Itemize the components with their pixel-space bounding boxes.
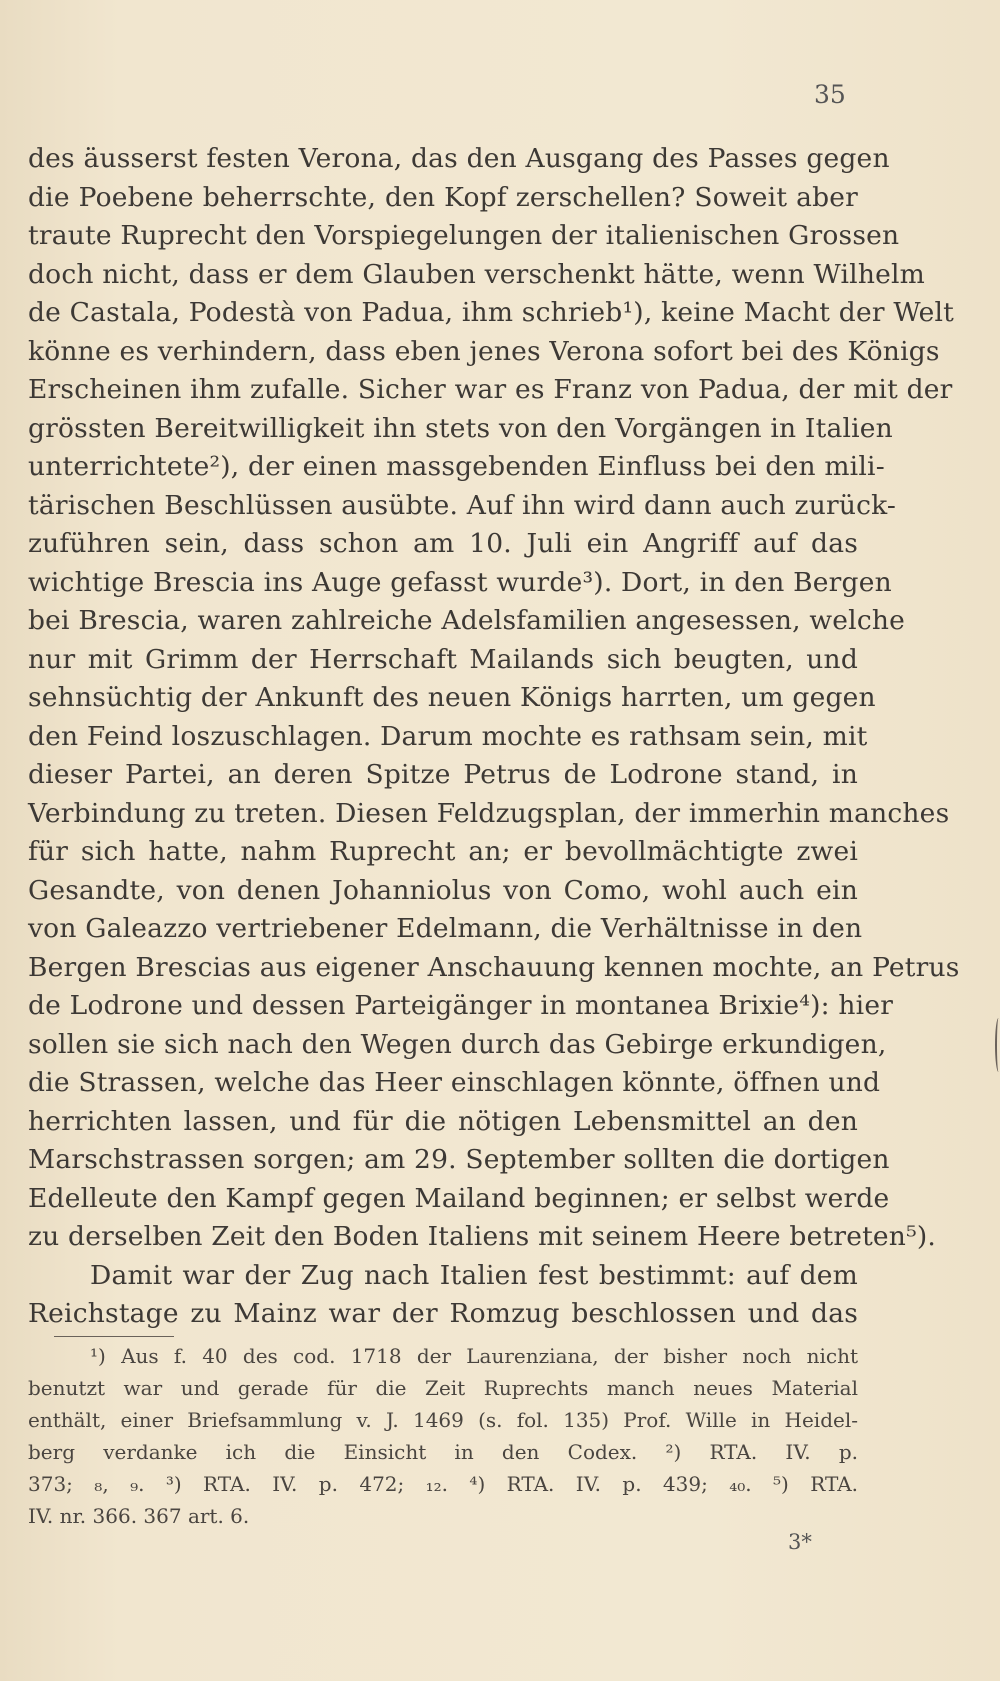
footnote-line: benutzt war und gerade für die Zeit Ruprechts manch neues Material [28,1376,858,1400]
text-line: sollen sie sich nach den Wegen durch das Gebirge erkundigen, [28,1028,887,1060]
page-number: 35 [814,80,846,109]
footnote-rule [54,1336,174,1337]
text-line: Verbindung zu treten. Diesen Feldzugsplan, der immerhin manches [28,797,950,829]
text-line: traute Ruprecht den Vorspiegelungen der italienischen Grossen [28,220,900,251]
footnotes [28,1340,858,1532]
signature-mark: 3* [788,1530,812,1554]
text-line: sehnsüchtig der Ankunft des neuen Königs harrten, um gegen [28,682,876,713]
text-line: zu derselben Zeit den Boden Italiens mit seinem Heere betreten⁵). [28,1221,937,1252]
text-line: den Feind loszuschlagen. Darum mochte es rathsam sein, mit [28,720,868,752]
footnote-line: enthält, einer Briefsammlung v. J. 1469 (s. fol. 135) Prof. Wille in Heidel- [28,1408,858,1432]
page-edge-mark [995,1018,1000,1072]
footnote-line: IV. nr. 366. 367 art. 6. [28,1504,250,1528]
footnote-line: 373; ₈, ₉. ³) RTA. IV. p. 472; ₁₂. ⁴) RTA. IV. p. 439; ₄₀. ⁵) RTA. [28,1472,858,1496]
text-line: Reichstage zu Mainz war der Romzug beschlossen und das [28,1298,858,1329]
text-line: tärischen Beschlüssen ausübte. Auf ihn wird dann auch zurück- [28,489,897,521]
text-line: zuführen sein, dass schon am 10. Juli ein Angriff auf das [28,528,858,559]
text-line: die Poebene beherrschte, den Kopf zerschellen? Soweit aber [28,181,858,213]
text-line: herrichten lassen, und für die nötigen Lebensmittel an den [28,1105,858,1137]
text-line: Bergen Brescias aus eigener Anschauung kennen mochte, an Petrus [28,951,960,983]
text-line: Marschstrassen sorgen; am 29. September sollten die dortigen [28,1144,890,1175]
main-text [28,140,960,1334]
text-line: für sich hatte, nahm Ruprecht an; er bevollmächtigte zwei [28,836,858,867]
text-line: Gesandte, von denen Johanniolus von Como, wohl auch ein [28,874,858,906]
footnote-line: ¹) Aus f. 40 des cod. 1718 der Laurenziana, der bisher noch nicht [90,1344,858,1368]
text-line: könne es verhindern, dass eben jenes Verona sofort bei des Königs [28,335,940,367]
text-line: doch nicht, dass er dem Glauben verschenkt hätte, wenn Wilhelm [28,258,926,290]
text-line: Damit war der Zug nach Italien fest bestimmt: auf dem [90,1259,858,1291]
text-line: grössten Bereitwilligkeit ihn stets von den Vorgängen in Italien [28,412,893,444]
text-line: nur mit Grimm der Herrschaft Mailands sich beugten, und [28,643,858,675]
text-line: die Strassen, welche das Heer einschlagen könnte, öffnen und [28,1067,881,1098]
text-line: von Galeazzo vertriebener Edelmann, die Verhältnisse in den [28,913,863,944]
text-line: unterrichtete²), der einen massgebenden Einfluss bei den mili- [28,451,885,482]
text-line: Erscheinen ihm zufalle. Sicher war es Franz von Padua, der mit der [28,374,953,405]
text-line: Edelleute den Kampf gegen Mailand beginnen; er selbst werde [28,1182,890,1214]
text-line: wichtige Brescia ins Auge gefasst wurde³). Dort, in den Bergen [28,566,892,598]
text-line: dieser Partei, an deren Spitze Petrus de Lodrone stand, in [28,759,858,790]
text-line: des äusserst festen Verona, das den Ausgang des Passes gegen [28,143,890,174]
text-line: de Lodrone und dessen Parteigänger in montanea Brixie⁴): hier [28,990,894,1021]
footnote-line: berg verdanke ich die Einsicht in den Codex. ²) RTA. IV. p. [28,1440,858,1464]
text-line: bei Brescia, waren zahlreiche Adelsfamilien angesessen, welche [28,605,906,636]
text-line: de Castala, Podestà von Padua, ihm schrieb¹), keine Macht der Welt [28,297,955,328]
